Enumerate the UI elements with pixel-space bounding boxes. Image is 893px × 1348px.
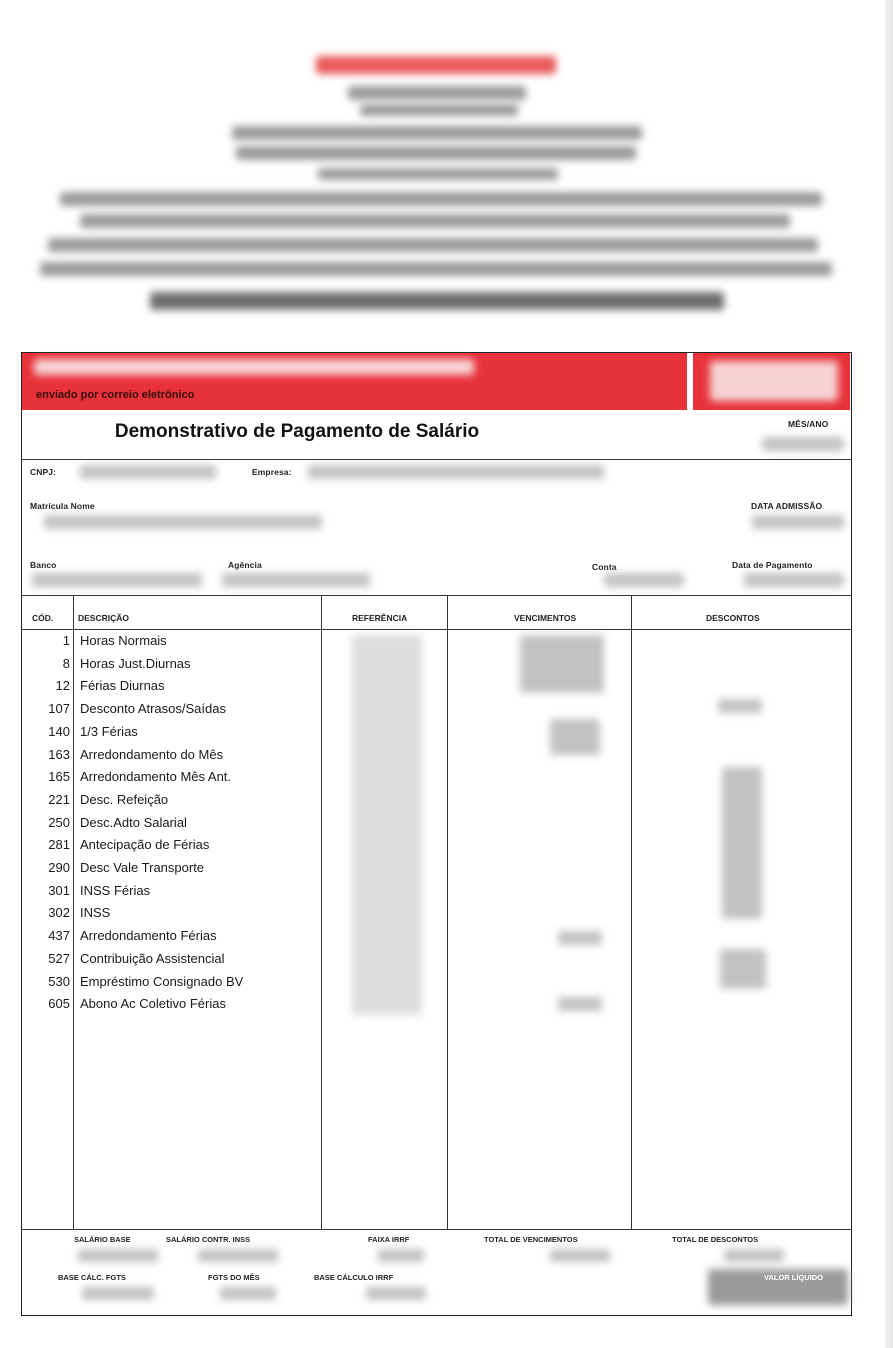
table-row bbox=[22, 747, 622, 769]
item-code: 250 bbox=[48, 814, 70, 830]
cnpj-label: CNPJ: bbox=[30, 467, 57, 477]
item-code: 281 bbox=[48, 837, 70, 853]
base-calculo-irrf-label: BASE CÁLCULO IRRF bbox=[314, 1273, 394, 1282]
redacted-base-irrf bbox=[366, 1287, 426, 1300]
data-pagamento-label: Data de Pagamento bbox=[732, 560, 813, 570]
item-code: 530 bbox=[48, 973, 70, 989]
redacted-salario-base bbox=[78, 1249, 158, 1262]
banco-label: Banco bbox=[30, 560, 57, 570]
item-code: 302 bbox=[48, 905, 70, 921]
item-description: Arredondamento Mês Ant. bbox=[80, 769, 232, 785]
redacted-logo bbox=[710, 361, 838, 401]
item-code: 12 bbox=[55, 678, 70, 694]
item-code: 290 bbox=[48, 860, 70, 875]
table-row bbox=[22, 860, 622, 882]
col-descontos: DESCONTOS bbox=[706, 613, 760, 623]
table-row bbox=[22, 724, 622, 746]
redacted-total-vencimentos bbox=[550, 1249, 610, 1262]
col-descricao: DESCRIÇÃO bbox=[78, 613, 130, 623]
table-row bbox=[22, 974, 622, 996]
col-referencia: REFERÊNCIA bbox=[352, 613, 408, 623]
item-description: Desconto Atrasos/Saídas bbox=[80, 701, 226, 717]
col-cod: CÓD. bbox=[32, 613, 54, 623]
item-description: 1/3 Férias bbox=[80, 723, 138, 739]
item-code: 437 bbox=[48, 928, 70, 944]
salario-contr-inss-label: SALÁRIO CONTR. INSS bbox=[166, 1235, 251, 1244]
table-row bbox=[22, 928, 622, 950]
table-row bbox=[22, 905, 622, 927]
agencia-label: Agência bbox=[228, 560, 262, 570]
table-row bbox=[22, 769, 622, 791]
item-description: INSS bbox=[80, 905, 111, 921]
item-code: 527 bbox=[48, 950, 70, 966]
item-description: Empréstimo Consignado BV bbox=[80, 973, 244, 989]
item-description: Desc Vale Transporte bbox=[80, 860, 205, 875]
item-code: 107 bbox=[48, 701, 70, 717]
item-code: 1 bbox=[62, 633, 70, 648]
item-description: Contribuição Assistencial bbox=[80, 950, 225, 966]
empresa-label: Empresa: bbox=[252, 467, 292, 477]
mes-ano-label: MÊS/ANO bbox=[788, 419, 829, 429]
item-description: INSS Férias bbox=[80, 882, 151, 898]
total-vencimentos-label: TOTAL DE VENCIMENTOS bbox=[484, 1235, 578, 1244]
base-calc-fgts-label: BASE CÁLC. FGTS bbox=[58, 1273, 126, 1282]
item-description: Desc.Adto Salarial bbox=[80, 814, 187, 830]
redacted-data-admissao bbox=[752, 515, 844, 529]
col-vencimentos: VENCIMENTOS bbox=[514, 613, 577, 623]
item-description: Antecipação de Férias bbox=[80, 837, 210, 853]
item-description: Abono Ac Coletivo Férias bbox=[80, 996, 226, 1012]
faixa-irrf-label: FAIXA IRRF bbox=[368, 1235, 410, 1244]
item-description: Arredondamento Férias bbox=[80, 928, 217, 944]
table-row bbox=[22, 951, 622, 973]
item-description: Férias Diurnas bbox=[80, 678, 165, 694]
valor-liquido-label: VALOR LÍQUIDO bbox=[764, 1273, 824, 1282]
fgts-mes-label: FGTS DO MÊS bbox=[208, 1273, 260, 1282]
redacted-base-fgts bbox=[82, 1287, 154, 1300]
redacted-fgts-mes bbox=[220, 1287, 276, 1300]
item-code: 301 bbox=[48, 882, 70, 898]
item-description: Desc. Refeição bbox=[80, 791, 169, 807]
item-code: 221 bbox=[48, 791, 70, 807]
total-descontos-label: TOTAL DE DESCONTOS bbox=[672, 1235, 759, 1244]
redacted-empresa bbox=[308, 465, 604, 479]
redacted-company-name bbox=[34, 359, 474, 375]
table-row bbox=[22, 996, 622, 1018]
document-title: Demonstrativo de Pagamento de Salário bbox=[114, 421, 480, 442]
redacted-total-descontos bbox=[724, 1249, 784, 1262]
item-code: 140 bbox=[48, 723, 70, 739]
redacted-agencia bbox=[222, 573, 370, 587]
redacted-faixa-irrf bbox=[378, 1249, 424, 1262]
redacted-data-pagamento bbox=[744, 573, 844, 587]
item-description: Horas Normais bbox=[80, 633, 167, 648]
redacted-conta bbox=[604, 573, 684, 587]
item-code: 163 bbox=[48, 746, 70, 762]
sent-note: enviado por correio eletrônico bbox=[36, 389, 195, 401]
item-description: Arredondamento do Mês bbox=[80, 746, 224, 762]
matricula-nome-label: Matrícula Nome bbox=[30, 501, 95, 511]
redacted-nome bbox=[44, 515, 322, 529]
item-description: Horas Just.Diurnas bbox=[80, 655, 191, 671]
redacted-mes-ano bbox=[762, 437, 844, 451]
redacted-salario-contr bbox=[198, 1249, 278, 1262]
payslip-sheet bbox=[21, 352, 852, 1316]
salario-base-label: SALÁRIO BASE bbox=[74, 1235, 131, 1244]
item-code: 605 bbox=[48, 996, 70, 1012]
table-row bbox=[22, 883, 622, 905]
item-code: 8 bbox=[62, 655, 70, 671]
redacted-banco bbox=[32, 573, 202, 587]
table-row bbox=[22, 701, 622, 723]
conta-label: Conta bbox=[592, 562, 617, 572]
data-admissao-label: DATA ADMISSÃO bbox=[751, 501, 823, 511]
table-row bbox=[22, 837, 622, 859]
item-code: 165 bbox=[48, 769, 70, 785]
redacted-cnpj bbox=[80, 465, 216, 479]
table-row bbox=[22, 792, 622, 814]
table-row bbox=[22, 815, 622, 837]
page-edge bbox=[885, 0, 893, 1348]
